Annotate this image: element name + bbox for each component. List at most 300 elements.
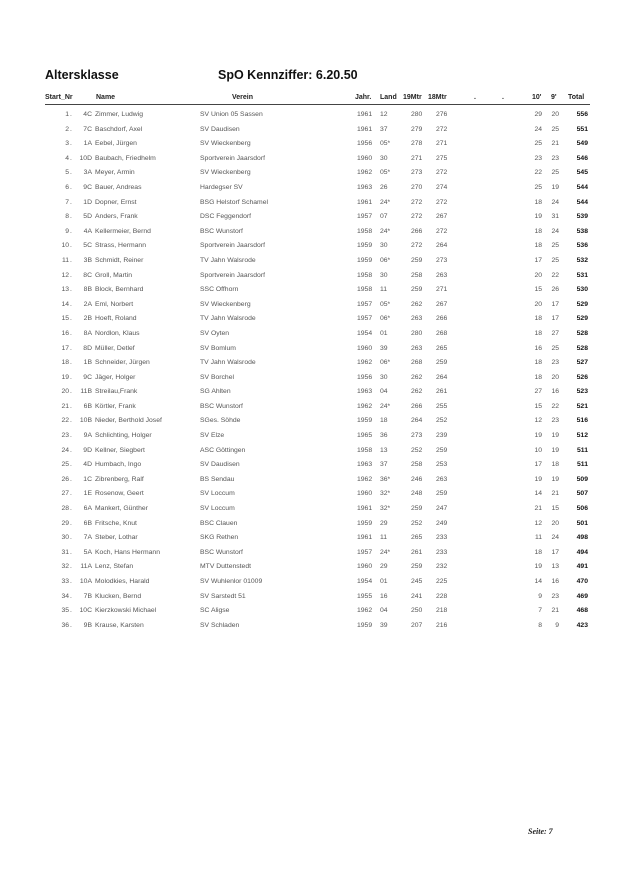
birth-year: 1955: [357, 592, 373, 600]
table-row: [0, 182, 620, 197]
lane-code: 9C: [83, 183, 92, 191]
land-code: 05*: [380, 140, 391, 148]
score-19mtr: 262: [411, 300, 423, 308]
count-10: 18: [534, 359, 542, 367]
table-row: [0, 415, 620, 430]
separator-dot: .: [70, 242, 72, 250]
col-start-nr: Start_Nr: [45, 94, 73, 101]
table-row: [0, 255, 620, 270]
total-score: 507: [576, 490, 588, 498]
separator-dot: .: [70, 388, 72, 396]
total-score: 469: [576, 592, 588, 600]
club-name: SV Daudisen: [200, 461, 240, 469]
start-number: 7: [65, 198, 69, 206]
score-18mtr: 252: [436, 417, 448, 425]
birth-year: 1959: [357, 621, 373, 629]
score-19mtr: 280: [411, 111, 423, 118]
land-code: 24*: [380, 198, 391, 206]
score-19mtr: 252: [411, 519, 423, 527]
count-9: 9: [555, 621, 559, 629]
shooter-name: Rosenow, Geert: [95, 490, 144, 498]
birth-year: 1956: [357, 140, 373, 148]
score-18mtr: 259: [436, 490, 448, 498]
separator-dot: .: [70, 563, 72, 571]
total-score: 531: [576, 271, 588, 279]
start-number: 17: [61, 344, 69, 352]
count-10: 18: [534, 329, 542, 337]
birth-year: 1962: [357, 402, 373, 410]
shooter-name: Bauer, Andreas: [95, 183, 142, 191]
club-name: SG Ahlten: [200, 388, 231, 396]
count-9: 19: [551, 475, 559, 483]
lane-code: 2A: [83, 300, 92, 308]
lane-code: 5D: [83, 213, 92, 221]
separator-dot: .: [70, 505, 72, 513]
table-row: [0, 576, 620, 591]
total-score: 526: [576, 373, 588, 381]
shooter-name: Kellermeier, Bernd: [95, 227, 151, 235]
lane-code: 5A: [83, 548, 92, 556]
score-19mtr: 258: [411, 461, 423, 469]
score-19mtr: 280: [411, 329, 423, 337]
club-name: SV Sarstedt 51: [200, 592, 246, 600]
land-code: 39: [380, 344, 388, 352]
score-18mtr: 253: [436, 461, 448, 469]
start-number: 16: [61, 329, 69, 337]
total-score: 498: [576, 534, 588, 542]
table-row: [0, 372, 620, 387]
lane-code: 4C: [83, 111, 92, 118]
birth-year: 1954: [357, 578, 373, 585]
shooter-name: Zimmer, Ludwig: [95, 111, 143, 118]
birth-year: 1963: [357, 388, 373, 396]
col-year: Jahr.: [355, 94, 372, 101]
land-code: 18: [380, 417, 388, 425]
total-score: 549: [576, 140, 588, 148]
score-18mtr: 233: [436, 548, 448, 556]
total-score: 539: [576, 213, 588, 221]
total-score: 544: [576, 198, 588, 206]
count-9: 25: [551, 242, 559, 250]
land-code: 30: [380, 154, 388, 162]
count-10: 22: [534, 169, 542, 177]
score-19mtr: 252: [411, 446, 423, 454]
start-number: 6: [65, 183, 69, 191]
club-name: SGes. Söhde: [200, 417, 241, 425]
age-class-title: Altersklasse: [45, 68, 119, 82]
table-row: [0, 197, 620, 212]
score-18mtr: 263: [436, 271, 448, 279]
score-19mtr: 246: [411, 475, 423, 483]
lane-code: 11B: [80, 388, 92, 396]
birth-year: 1961: [357, 534, 373, 542]
count-9: 25: [551, 169, 559, 177]
count-9: 22: [551, 271, 559, 279]
count-9: 20: [551, 373, 559, 381]
count-10: 15: [534, 402, 542, 410]
table-row: [0, 124, 620, 139]
table-row: [0, 430, 620, 445]
count-9: 17: [551, 300, 559, 308]
score-18mtr: 271: [436, 286, 448, 294]
table-row: [0, 153, 620, 168]
table-row: [0, 547, 620, 562]
club-name: SV Bomlum: [200, 344, 236, 352]
score-18mtr: 264: [436, 373, 448, 381]
club-name: BSG Helstorf Schamel: [200, 198, 268, 206]
col-land: Land: [380, 94, 397, 101]
lane-code: 5C: [83, 242, 92, 250]
club-name: Hardegser SV: [200, 183, 243, 191]
count-10: 8: [538, 621, 542, 629]
table-row: [0, 605, 620, 620]
separator-dot: .: [70, 315, 72, 323]
start-number: 1: [65, 111, 69, 118]
birth-year: 1957: [357, 300, 373, 308]
total-score: 468: [576, 607, 588, 615]
score-18mtr: 272: [436, 125, 448, 133]
club-name: TV Jahn Walsrode: [200, 256, 256, 264]
table-row: [0, 518, 620, 533]
shooter-name: Zibrenberg, Ralf: [95, 475, 144, 483]
score-18mtr: 218: [436, 607, 448, 615]
shooter-name: Meyer, Armin: [95, 169, 135, 177]
table-row: [0, 226, 620, 241]
spo-code-title: SpO Kennziffer: 6.20.50: [218, 68, 358, 82]
count-9: 23: [551, 359, 559, 367]
separator-dot: .: [70, 359, 72, 367]
count-9: 25: [551, 125, 559, 133]
land-code: 05*: [380, 300, 391, 308]
start-number: 31: [61, 548, 69, 556]
score-19mtr: 248: [411, 490, 423, 498]
shooter-name: Nordlon, Klaus: [95, 329, 140, 337]
lane-code: 10D: [79, 154, 92, 162]
start-number: 3: [65, 140, 69, 148]
separator-dot: .: [70, 461, 72, 469]
shooter-name: Block, Bernhard: [95, 286, 144, 294]
table-row: [0, 503, 620, 518]
birth-year: 1959: [357, 417, 373, 425]
table-row: [0, 357, 620, 372]
start-number: 23: [61, 432, 69, 440]
club-name: SV Borchel: [200, 373, 235, 381]
lane-code: 1E: [83, 490, 92, 498]
start-number: 18: [61, 359, 69, 367]
score-19mtr: 262: [411, 373, 423, 381]
shooter-name: Strass, Hermann: [95, 242, 146, 250]
club-name: SV Wieckenberg: [200, 300, 251, 308]
birth-year: 1961: [357, 198, 373, 206]
page-number: Seite: 7: [528, 827, 553, 836]
separator-dot: .: [70, 578, 72, 585]
start-number: 4: [65, 154, 69, 162]
separator-dot: .: [70, 344, 72, 352]
separator-dot: .: [70, 183, 72, 191]
score-19mtr: 259: [411, 286, 423, 294]
score-18mtr: 249: [436, 519, 448, 527]
count-10: 20: [534, 300, 542, 308]
club-name: Sportverein Jaarsdorf: [200, 154, 265, 162]
score-19mtr: 207: [411, 621, 423, 629]
count-9: 25: [551, 344, 559, 352]
start-number: 8: [65, 213, 69, 221]
shooter-name: Humbach, Ingo: [95, 461, 142, 469]
land-code: 11: [380, 286, 388, 294]
start-number: 2: [65, 125, 69, 133]
count-9: 19: [551, 183, 559, 191]
total-score: 527: [576, 359, 588, 367]
total-score: 512: [576, 432, 588, 440]
lane-code: 6B: [83, 402, 92, 410]
count-10: 14: [534, 578, 542, 585]
shooter-name: Schmidt, Reiner: [95, 256, 144, 264]
score-18mtr: 271: [436, 140, 448, 148]
count-9: 24: [551, 227, 559, 235]
start-number: 35: [61, 607, 69, 615]
score-18mtr: 216: [436, 621, 448, 629]
separator-dot: .: [70, 402, 72, 410]
shooter-name: Müller, Detlef: [95, 344, 135, 352]
score-19mtr: 278: [411, 140, 423, 148]
score-19mtr: 272: [411, 198, 423, 206]
separator-dot: .: [70, 256, 72, 264]
score-18mtr: 232: [436, 563, 448, 571]
shooter-name: Fritsche, Knut: [95, 519, 137, 527]
shooter-name: Groll, Martin: [95, 271, 133, 279]
lane-code: 10B: [79, 417, 92, 425]
total-score: 511: [577, 461, 588, 469]
count-9: 26: [551, 286, 559, 294]
score-19mtr: 262: [411, 388, 423, 396]
score-19mtr: 250: [411, 607, 423, 615]
lane-code: 9D: [83, 446, 92, 454]
table-row: [0, 240, 620, 255]
lane-code: 4A: [83, 227, 92, 235]
separator-dot: .: [70, 111, 72, 118]
score-18mtr: 267: [436, 213, 448, 221]
score-18mtr: 276: [436, 111, 448, 118]
score-19mtr: 263: [411, 315, 423, 323]
header-rule: [45, 104, 590, 105]
start-number: 11: [61, 256, 69, 264]
club-name: TV Jahn Walsrode: [200, 315, 256, 323]
table-row: [0, 386, 620, 401]
land-code: 29: [380, 563, 388, 571]
shooter-name: Jäger, Holger: [95, 373, 136, 381]
score-19mtr: 259: [411, 563, 423, 571]
table-row: [0, 343, 620, 358]
lane-code: 10A: [79, 578, 92, 585]
start-number: 30: [61, 534, 69, 542]
score-18mtr: 272: [436, 198, 448, 206]
score-18mtr: 275: [436, 154, 448, 162]
score-18mtr: 259: [436, 446, 448, 454]
shooter-name: Nieder, Berthold Josef: [95, 417, 162, 425]
land-code: 06*: [380, 256, 391, 264]
shooter-name: Krause, Karsten: [95, 621, 144, 629]
col-total: Total: [568, 94, 585, 101]
total-score: 546: [576, 154, 588, 162]
count-10: 25: [534, 183, 542, 191]
count-10: 23: [534, 154, 542, 162]
birth-year: 1962: [357, 169, 373, 177]
score-18mtr: 266: [436, 315, 448, 323]
lane-code: 3A: [83, 169, 92, 177]
birth-year: 1962: [357, 607, 373, 615]
birth-year: 1961: [357, 111, 373, 118]
count-10: 7: [538, 607, 542, 615]
separator-dot: .: [70, 169, 72, 177]
lane-code: 8C: [83, 271, 92, 279]
lane-code: 9B: [83, 621, 92, 629]
count-10: 16: [534, 344, 542, 352]
land-code: 36*: [380, 475, 391, 483]
separator-dot: .: [70, 432, 72, 440]
score-19mtr: 273: [411, 169, 423, 177]
col-10: 10': [532, 94, 542, 101]
col-name: Name: [96, 94, 116, 101]
land-code: 16: [380, 592, 388, 600]
count-9: 16: [551, 578, 559, 585]
birth-year: 1960: [357, 490, 373, 498]
score-19mtr: 264: [411, 417, 423, 425]
lane-code: 1C: [83, 475, 92, 483]
land-code: 29: [380, 519, 388, 527]
land-code: 12: [380, 111, 388, 118]
score-19mtr: 259: [411, 256, 423, 264]
lane-code: 1B: [83, 359, 92, 367]
land-code: 30: [380, 242, 388, 250]
start-number: 24: [61, 446, 69, 454]
shooter-name: Baschdorf, Axel: [95, 125, 143, 133]
lane-code: 8A: [83, 329, 92, 337]
separator-dot: .: [70, 475, 72, 483]
land-code: 26: [380, 183, 388, 191]
count-9: 24: [551, 534, 559, 542]
count-10: 29: [534, 111, 542, 118]
start-number: 14: [61, 300, 69, 308]
shooter-name: Kellner, Siegbert: [95, 446, 145, 454]
total-score: 530: [576, 286, 588, 294]
lane-code: 10C: [79, 607, 92, 615]
shooter-name: Dopner, Ernst: [95, 198, 137, 206]
total-score: 470: [576, 578, 588, 585]
score-18mtr: 233: [436, 534, 448, 542]
score-19mtr: 266: [411, 227, 423, 235]
shooter-name: Eebel, Jürgen: [95, 140, 137, 148]
shooter-name: Steber, Lothar: [95, 534, 138, 542]
land-code: 32*: [380, 490, 391, 498]
score-18mtr: 264: [436, 242, 448, 250]
lane-code: 9C: [83, 373, 92, 381]
count-9: 31: [551, 213, 559, 221]
score-18mtr: 259: [436, 359, 448, 367]
table-row: [0, 532, 620, 547]
total-score: 491: [576, 563, 588, 571]
club-name: SV Oyten: [200, 329, 230, 337]
score-18mtr: 261: [436, 388, 448, 396]
count-10: 17: [534, 461, 542, 469]
birth-year: 1959: [357, 519, 373, 527]
total-score: 528: [576, 344, 588, 352]
count-10: 9: [538, 592, 542, 600]
table-row: [0, 488, 620, 503]
col-18mtr: 18Mtr: [428, 94, 447, 101]
score-18mtr: 239: [436, 432, 448, 440]
separator-dot: .: [70, 125, 72, 133]
count-9: 23: [551, 592, 559, 600]
total-score: 494: [576, 548, 588, 556]
start-number: 32: [61, 563, 69, 571]
total-score: 538: [576, 227, 588, 235]
score-19mtr: 245: [411, 578, 423, 585]
score-18mtr: 268: [436, 329, 448, 337]
start-number: 22: [61, 417, 69, 425]
lane-code: 7B: [83, 592, 92, 600]
score-19mtr: 241: [411, 592, 423, 600]
shooter-name: Kierzkowski Michael: [95, 607, 157, 615]
land-code: 24*: [380, 402, 391, 410]
shooter-name: Schneider, Jürgen: [95, 359, 150, 367]
total-score: 511: [577, 446, 588, 454]
birth-year: 1960: [357, 154, 373, 162]
shooter-name: Lenz, Stefan: [95, 563, 134, 571]
count-9: 21: [551, 140, 559, 148]
club-name: BS Sendau: [200, 475, 235, 483]
count-10: 27: [534, 388, 542, 396]
birth-year: 1956: [357, 373, 373, 381]
score-19mtr: 261: [411, 548, 423, 556]
shooter-name: Klucken, Bernd: [95, 592, 142, 600]
count-9: 17: [551, 548, 559, 556]
count-9: 24: [551, 198, 559, 206]
table-row: [0, 401, 620, 416]
club-name: SSC Offhorn: [200, 286, 239, 294]
land-code: 30: [380, 271, 388, 279]
land-code: 06*: [380, 315, 391, 323]
separator-dot: .: [70, 417, 72, 425]
count-9: 19: [551, 432, 559, 440]
count-10: 24: [534, 125, 542, 133]
land-code: 11: [380, 534, 388, 542]
score-18mtr: 272: [436, 227, 448, 235]
count-10: 14: [534, 490, 542, 498]
count-10: 18: [534, 198, 542, 206]
club-name: MTV Duttenstedt: [200, 563, 251, 571]
birth-year: 1957: [357, 548, 373, 556]
land-code: 13: [380, 446, 388, 454]
club-name: SV Schladen: [200, 621, 240, 629]
score-18mtr: 225: [436, 578, 448, 585]
birth-year: 1962: [357, 475, 373, 483]
count-10: 18: [534, 227, 542, 235]
count-9: 23: [551, 154, 559, 162]
birth-year: 1958: [357, 227, 373, 235]
count-9: 19: [551, 446, 559, 454]
count-10: 19: [534, 563, 542, 571]
score-19mtr: 271: [411, 154, 423, 162]
table-row: [0, 167, 620, 182]
lane-code: 6A: [83, 505, 92, 513]
shooter-name: Streilau,Frank: [95, 388, 138, 396]
start-number: 26: [61, 475, 69, 483]
birth-year: 1957: [357, 213, 373, 221]
separator-dot: .: [70, 373, 72, 381]
birth-year: 1959: [357, 256, 373, 264]
club-name: SV Loccum: [200, 505, 235, 513]
col-dot-2: .: [502, 94, 504, 101]
